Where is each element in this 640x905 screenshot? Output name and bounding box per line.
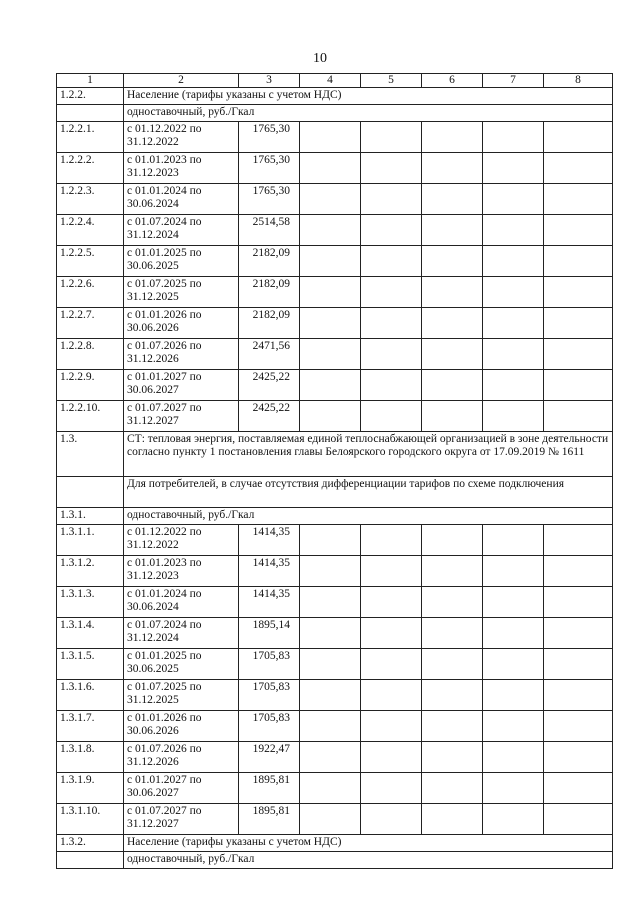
empty-cell (361, 122, 422, 153)
period-cell: с 01.01.2024 по 30.06.2024 (124, 587, 239, 618)
empty-cell (361, 618, 422, 649)
empty-cell (544, 804, 613, 835)
empty-cell (300, 556, 361, 587)
tariff-value: 1705,83 (239, 649, 300, 680)
empty-cell (483, 370, 544, 401)
period-cell: с 01.07.2025 по 31.12.2025 (124, 680, 239, 711)
period-cell: с 01.01.2026 по 30.06.2026 (124, 308, 239, 339)
empty-cell (300, 339, 361, 370)
period-cell: с 01.07.2026 по 31.12.2026 (124, 742, 239, 773)
section-row (57, 835, 613, 852)
empty-cell (300, 246, 361, 277)
column-header: 7 (483, 74, 544, 88)
tariff-value: 2514,58 (239, 215, 300, 246)
empty-cell (544, 308, 613, 339)
section-row (57, 477, 613, 508)
section-title: СТ: тепловая энергия, поставляемая единой теплоснабжающей организацией в зоне деятельности согласно пункту 1 постановления главы Белоярского городского округа от 17.09.2019 № 1611 (124, 432, 613, 477)
period-cell: с 01.01.2027 по 30.06.2027 (124, 370, 239, 401)
empty-cell (361, 711, 422, 742)
empty-cell (422, 308, 483, 339)
tariff-value: 2182,09 (239, 277, 300, 308)
empty-cell (483, 122, 544, 153)
tariff-value: 1414,35 (239, 556, 300, 587)
empty-cell (544, 618, 613, 649)
empty-cell (361, 308, 422, 339)
period-cell: с 01.01.2024 по 30.06.2024 (124, 184, 239, 215)
tariff-value: 1414,35 (239, 525, 300, 556)
empty-cell (361, 742, 422, 773)
empty-cell (544, 246, 613, 277)
row-code: 1.3.1. (57, 508, 124, 525)
empty-cell (300, 122, 361, 153)
empty-cell (422, 556, 483, 587)
row-code (57, 105, 124, 122)
empty-cell (422, 649, 483, 680)
empty-cell (544, 742, 613, 773)
row-code: 1.3.1.1. (57, 525, 124, 556)
empty-cell (361, 587, 422, 618)
row-code: 1.3.1.2. (57, 556, 124, 587)
table-row (57, 587, 613, 618)
tariff-value: 1705,83 (239, 711, 300, 742)
row-code (57, 477, 124, 508)
section-row (57, 852, 613, 869)
column-header: 6 (422, 74, 483, 88)
empty-cell (483, 742, 544, 773)
empty-cell (300, 804, 361, 835)
empty-cell (483, 525, 544, 556)
table-body (57, 74, 613, 869)
table-row (57, 184, 613, 215)
empty-cell (300, 742, 361, 773)
empty-cell (422, 370, 483, 401)
empty-cell (422, 680, 483, 711)
tariff-value: 2425,22 (239, 370, 300, 401)
empty-cell (422, 618, 483, 649)
empty-cell (300, 711, 361, 742)
period-cell: с 01.01.2023 по 31.12.2023 (124, 556, 239, 587)
table-row (57, 215, 613, 246)
row-code: 1.2.2.1. (57, 122, 124, 153)
empty-cell (361, 184, 422, 215)
empty-cell (300, 370, 361, 401)
empty-cell (544, 773, 613, 804)
row-code: 1.3.1.4. (57, 618, 124, 649)
period-cell: с 01.07.2025 по 31.12.2025 (124, 277, 239, 308)
empty-cell (544, 587, 613, 618)
tariff-value: 1895,81 (239, 773, 300, 804)
column-header: 4 (300, 74, 361, 88)
empty-cell (544, 277, 613, 308)
empty-cell (483, 618, 544, 649)
empty-cell (544, 339, 613, 370)
table-row (57, 649, 613, 680)
empty-cell (422, 246, 483, 277)
row-code: 1.3.2. (57, 835, 124, 852)
empty-cell (300, 153, 361, 184)
empty-cell (544, 401, 613, 432)
tariff-value: 1414,35 (239, 587, 300, 618)
empty-cell (361, 215, 422, 246)
empty-cell (544, 649, 613, 680)
section-title: Население (тарифы указаны с учетом НДС) (124, 88, 613, 105)
empty-cell (483, 773, 544, 804)
column-header: 1 (57, 74, 124, 88)
empty-cell (483, 215, 544, 246)
tariff-value: 1705,83 (239, 680, 300, 711)
table-row (57, 339, 613, 370)
empty-cell (361, 339, 422, 370)
empty-cell (300, 773, 361, 804)
empty-cell (544, 680, 613, 711)
tariff-table (56, 73, 613, 869)
empty-cell (300, 184, 361, 215)
section-title: одноставочный, руб./Гкал (124, 852, 613, 869)
empty-cell (422, 339, 483, 370)
row-code: 1.2.2.8. (57, 339, 124, 370)
empty-cell (422, 742, 483, 773)
empty-cell (422, 773, 483, 804)
row-code: 1.2.2.6. (57, 277, 124, 308)
empty-cell (483, 339, 544, 370)
empty-cell (300, 587, 361, 618)
row-code: 1.2.2.5. (57, 246, 124, 277)
table-row (57, 246, 613, 277)
period-cell: с 01.07.2024 по 31.12.2024 (124, 618, 239, 649)
empty-cell (544, 370, 613, 401)
row-code: 1.3.1.7. (57, 711, 124, 742)
empty-cell (300, 680, 361, 711)
period-cell: с 01.12.2022 по 31.12.2022 (124, 122, 239, 153)
table-row (57, 122, 613, 153)
section-row (57, 105, 613, 122)
tariff-value: 2182,09 (239, 246, 300, 277)
row-code: 1.3.1.3. (57, 587, 124, 618)
empty-cell (544, 215, 613, 246)
empty-cell (422, 525, 483, 556)
section-title: Для потребителей, в случае отсутствия дифференциации тарифов по схеме подключения (124, 477, 613, 508)
empty-cell (361, 525, 422, 556)
column-header: 2 (124, 74, 239, 88)
empty-cell (300, 308, 361, 339)
row-code: 1.2.2.3. (57, 184, 124, 215)
empty-cell (361, 556, 422, 587)
tariff-value: 1765,30 (239, 122, 300, 153)
empty-cell (483, 153, 544, 184)
section-row (57, 88, 613, 105)
empty-cell (300, 618, 361, 649)
table-row (57, 308, 613, 339)
empty-cell (544, 184, 613, 215)
period-cell: с 01.01.2023 по 31.12.2023 (124, 153, 239, 184)
period-cell: с 01.01.2025 по 30.06.2025 (124, 649, 239, 680)
empty-cell (483, 556, 544, 587)
row-code: 1.3.1.5. (57, 649, 124, 680)
empty-cell (422, 401, 483, 432)
row-code: 1.3.1.9. (57, 773, 124, 804)
empty-cell (361, 804, 422, 835)
section-title: одноставочный, руб./Гкал (124, 105, 613, 122)
tariff-value: 1765,30 (239, 184, 300, 215)
table-row (57, 742, 613, 773)
empty-cell (300, 525, 361, 556)
period-cell: с 01.01.2027 по 30.06.2027 (124, 773, 239, 804)
section-row (57, 508, 613, 525)
table-row (57, 370, 613, 401)
table-row (57, 711, 613, 742)
empty-cell (544, 153, 613, 184)
row-code: 1.2.2.4. (57, 215, 124, 246)
empty-cell (361, 246, 422, 277)
empty-cell (422, 215, 483, 246)
page-number: 10 (313, 51, 327, 66)
empty-cell (483, 680, 544, 711)
empty-cell (544, 525, 613, 556)
column-header: 5 (361, 74, 422, 88)
empty-cell (422, 122, 483, 153)
period-cell: с 01.07.2027 по 31.12.2027 (124, 401, 239, 432)
table-row (57, 556, 613, 587)
empty-cell (361, 153, 422, 184)
section-title: одноставочный, руб./Гкал (124, 508, 613, 525)
row-code: 1.2.2.10. (57, 401, 124, 432)
tariff-value: 1922,47 (239, 742, 300, 773)
section-title: Население (тарифы указаны с учетом НДС) (124, 835, 613, 852)
empty-cell (422, 587, 483, 618)
tariff-value: 2471,56 (239, 339, 300, 370)
empty-cell (422, 711, 483, 742)
tariff-value: 1895,81 (239, 804, 300, 835)
empty-cell (361, 649, 422, 680)
period-cell: с 01.01.2025 по 30.06.2025 (124, 246, 239, 277)
table-row (57, 401, 613, 432)
empty-cell (544, 122, 613, 153)
row-code (57, 852, 124, 869)
section-row (57, 432, 613, 477)
tariff-value: 2182,09 (239, 308, 300, 339)
column-header-row (57, 74, 613, 88)
empty-cell (483, 246, 544, 277)
table-row (57, 773, 613, 804)
row-code: 1.2.2.7. (57, 308, 124, 339)
period-cell: с 01.07.2024 по 31.12.2024 (124, 215, 239, 246)
period-cell: с 01.12.2022 по 31.12.2022 (124, 525, 239, 556)
empty-cell (483, 587, 544, 618)
column-header: 3 (239, 74, 300, 88)
empty-cell (483, 277, 544, 308)
tariff-value: 2425,22 (239, 401, 300, 432)
empty-cell (422, 153, 483, 184)
row-code: 1.2.2. (57, 88, 124, 105)
empty-cell (361, 370, 422, 401)
row-code: 1.2.2.2. (57, 153, 124, 184)
empty-cell (422, 277, 483, 308)
empty-cell (361, 277, 422, 308)
row-code: 1.2.2.9. (57, 370, 124, 401)
empty-cell (483, 401, 544, 432)
tariff-value: 1765,30 (239, 153, 300, 184)
empty-cell (361, 773, 422, 804)
empty-cell (544, 556, 613, 587)
table-row (57, 277, 613, 308)
period-cell: с 01.07.2027 по 31.12.2027 (124, 804, 239, 835)
empty-cell (361, 680, 422, 711)
empty-cell (483, 804, 544, 835)
empty-cell (300, 401, 361, 432)
empty-cell (483, 184, 544, 215)
row-code: 1.3. (57, 432, 124, 477)
table-row (57, 680, 613, 711)
empty-cell (300, 215, 361, 246)
empty-cell (422, 804, 483, 835)
tariff-value: 1895,14 (239, 618, 300, 649)
period-cell: с 01.01.2026 по 30.06.2026 (124, 711, 239, 742)
empty-cell (544, 711, 613, 742)
row-code: 1.3.1.10. (57, 804, 124, 835)
empty-cell (483, 649, 544, 680)
column-header: 8 (544, 74, 613, 88)
empty-cell (300, 277, 361, 308)
row-code: 1.3.1.6. (57, 680, 124, 711)
table-row (57, 804, 613, 835)
table-row (57, 525, 613, 556)
table-row (57, 153, 613, 184)
row-code: 1.3.1.8. (57, 742, 124, 773)
table-row (57, 618, 613, 649)
empty-cell (483, 308, 544, 339)
empty-cell (361, 401, 422, 432)
empty-cell (422, 184, 483, 215)
period-cell: с 01.07.2026 по 31.12.2026 (124, 339, 239, 370)
empty-cell (483, 711, 544, 742)
empty-cell (300, 649, 361, 680)
